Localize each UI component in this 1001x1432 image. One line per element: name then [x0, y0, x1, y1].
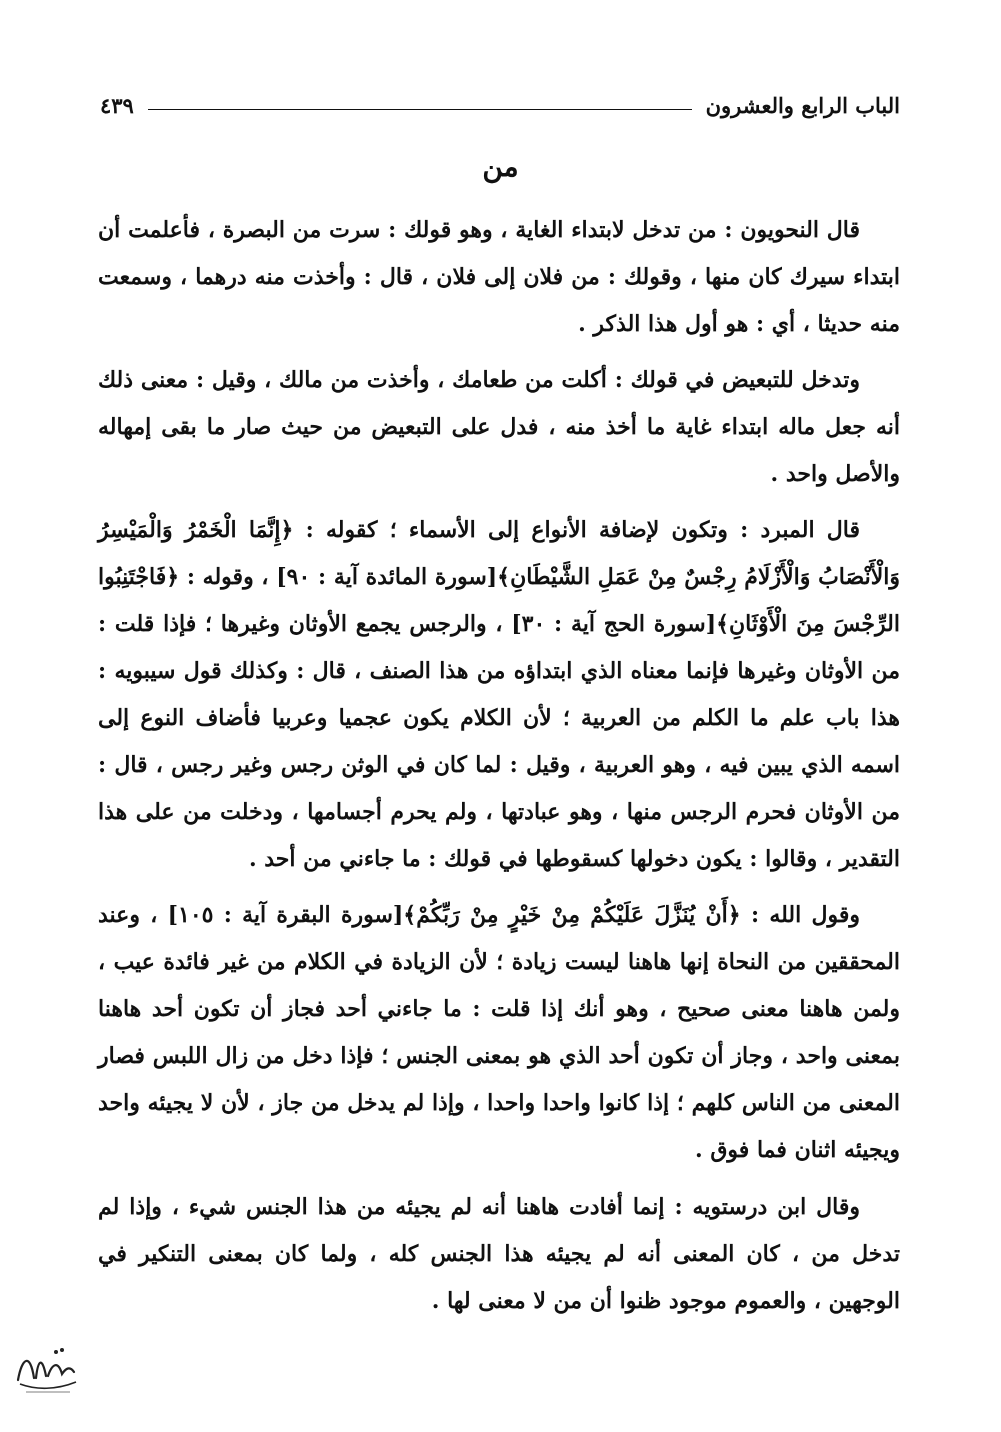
- paragraph-5: وقال ابن درستويه : إنما أفادت هاهنا أنه لم يجيئه من هذا الجنس شيء ، وإذا لم تدخل من ، كان المعنى أنه لم يجيئه هذا الجنس كله ، ولما كان بمعنى التنكير في الوجهين ، والعموم موجود ظنوا أن من لا معنى لها .: [98, 1194, 900, 1314]
- library-seal-icon: [12, 1338, 82, 1398]
- paragraph-3: قال المبرد : وتكون لإضافة الأنواع إلى الأسماء ؛ كقوله : ﴿إِنَّمَا الْخَمْرُ وَالْمَيْسِرُ وَالْأَنْصَابُ وَالْأَزْلَامُ رِجْسٌ مِنْ عَمَلِ الشَّيْطَانِ﴾[سورة المائدة آية : ٩٠] ، وقوله : ﴿فَاجْتَنِبُوا الرِّجْسَ مِنَ الْأَوْثَانِ﴾[سورة الحج آية : ٣٠] ، والرجس يجمع الأوثان وغيرها ؛ فإذا قلت : من الأوثان وغيرها فإنما معناه الذي ابتداؤه من هذا الصنف ، قال : وكذلك قول سيبويه : هذا باب علم ما الكلم من العربية ؛ لأن الكلام يكون عجميا وعربيا فأضاف النوع إلى اسمه الذي يبين فيه ، وهو العربية ، وقيل : لما كان في الوثن رجس وغير رجس ، قال : من الأوثان فحرم الرجس منها ، وهو عبادتها ، ولم يحرم أجسامها ، ودخلت من على هذا التقدير ، وقالوا : يكون دخولها كسقوطها في قولك : ما جاءني من أحد .: [98, 517, 900, 872]
- page-number: ٤٣٩: [100, 92, 134, 118]
- running-header: [100, 88, 900, 122]
- paragraph-4: وقول الله : ﴿أَنْ يُنَزَّلَ عَلَيْكُمْ مِنْ خَيْرٍ مِنْ رَبِّكُمْ﴾[سورة البقرة آية : ١٠٥] ، وعند المحققين من النحاة إنها هاهنا ليست زيادة ؛ لأن الزيادة في الكلام من غير فائدة عيب ، ولمن هاهنا معنى صحيح ، وهو أنك إذا قلت : ما جاءني أحد فجاز أن تكون أحد هاهنا بمعنى واحد ، وجاز أن تكون أحد الذي هو بمعنى الجنس ؛ فإذا دخل من زال اللبس فصار المعنى من الناس كلهم ؛ إذا كانوا واحدا واحدا ، وإذا لم يدخل من جاز ، لأن لا يجيئه واحد ويجيئه اثنان فما فوق .: [98, 902, 900, 1163]
- paragraph-2: وتدخل للتبعيض في قولك : أكلت من طعامك ، وأخذت من مالك ، وقيل : معنى ذلك أنه جعل ماله ابتداء غاية ما أخذ منه ، فدل على التبعيض من حيث صار ما بقى إمهاله والأصل واحد .: [98, 367, 900, 487]
- page-body: [98, 207, 900, 1335]
- section-title: من: [482, 150, 519, 183]
- paragraph-1: قال النحويون : من تدخل لابتداء الغاية ، وهو قولك : سرت من البصرة ، فأعلمت أن ابتداء سيرك كان منها ، وقولك : من فلان إلى فلان ، قال : وأخذت منه درهما ، وسمعت منه حديثا ، أي : هو أول هذا الذكر .: [98, 217, 900, 337]
- header-rule: [148, 109, 692, 110]
- chapter-title: الباب الرابع والعشرون: [705, 92, 900, 118]
